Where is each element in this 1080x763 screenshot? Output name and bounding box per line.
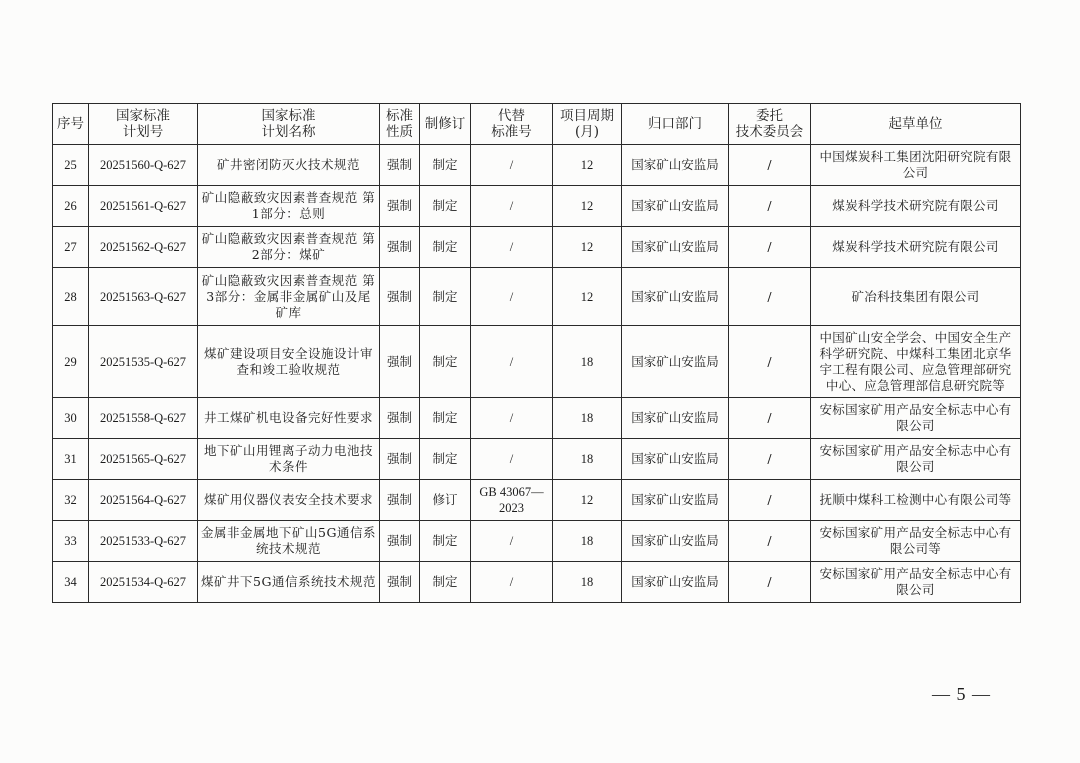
page-number: — 5 — [932,684,991,704]
cell-dept: 国家矿山安监局 [622,227,729,268]
cell-revise: 制定 [420,398,471,439]
cell-committee: / [729,439,811,480]
cell-seq: 30 [53,398,89,439]
cell-revise: 制定 [420,186,471,227]
cell-drafter: 抚顺中煤科工检测中心有限公司等 [811,480,1021,521]
table-row [53,521,1021,562]
cell-dept: 国家矿山安监局 [622,480,729,521]
cell-seq: 26 [53,186,89,227]
cell-seq: 28 [53,268,89,326]
cell-seq: 25 [53,145,89,186]
cell-cycle: 12 [553,268,622,326]
cell-drafter: 中国矿山安全学会、中国安全生产科学研究院、中煤科工集团北京华宇工程有限公司、应急管理部研究中心、应急管理部信息研究院等 [811,326,1021,398]
cell-revise: 修订 [420,480,471,521]
cell-cycle: 12 [553,227,622,268]
cell-replace: / [471,439,553,480]
cell-seq: 33 [53,521,89,562]
cell-committee: / [729,562,811,603]
cell-cycle: 18 [553,439,622,480]
cell-nature: 强制 [380,268,420,326]
cell-nature: 强制 [380,398,420,439]
cell-seq: 32 [53,480,89,521]
cell-dept: 国家矿山安监局 [622,145,729,186]
cell-nature: 强制 [380,480,420,521]
cell-drafter: 矿冶科技集团有限公司 [811,268,1021,326]
table-row [53,186,1021,227]
cell-drafter: 安标国家矿用产品安全标志中心有限公司 [811,562,1021,603]
cell-committee: / [729,268,811,326]
table-row [53,227,1021,268]
cell-dept: 国家矿山安监局 [622,521,729,562]
cell-replace: / [471,326,553,398]
header-nature: 标准 性质 [380,104,420,145]
cell-cycle: 12 [553,480,622,521]
cell-cycle: 18 [553,398,622,439]
header-plan-no: 国家标准 计划号 [89,104,198,145]
cell-replace: / [471,521,553,562]
cell-drafter: 安标国家矿用产品安全标志中心有限公司 [811,439,1021,480]
header-cycle: 项目周期 (月) [553,104,622,145]
table-header [53,104,1021,145]
cell-plan-no: 20251535-Q-627 [89,326,198,398]
cell-name: 矿山隐蔽致灾因素普查规范 第1部分：总则 [198,186,380,227]
cell-revise: 制定 [420,521,471,562]
cell-revise: 制定 [420,439,471,480]
cell-cycle: 12 [553,145,622,186]
cell-name: 金属非金属地下矿山5G通信系统技术规范 [198,521,380,562]
cell-name: 矿山隐蔽致灾因素普查规范 第2部分：煤矿 [198,227,380,268]
cell-plan-no: 20251534-Q-627 [89,562,198,603]
cell-drafter: 煤炭科学技术研究院有限公司 [811,186,1021,227]
cell-revise: 制定 [420,145,471,186]
cell-seq: 27 [53,227,89,268]
cell-cycle: 18 [553,562,622,603]
header-drafter: 起草单位 [811,104,1021,145]
cell-committee: / [729,480,811,521]
cell-committee: / [729,145,811,186]
cell-nature: 强制 [380,521,420,562]
cell-replace: / [471,268,553,326]
cell-drafter: 中国煤炭科工集团沈阳研究院有限公司 [811,145,1021,186]
cell-dept: 国家矿山安监局 [622,186,729,227]
cell-committee: / [729,326,811,398]
cell-seq: 34 [53,562,89,603]
table-row [53,268,1021,326]
cell-plan-no: 20251562-Q-627 [89,227,198,268]
cell-name: 煤矿井下5G通信系统技术规范 [198,562,380,603]
cell-dept: 国家矿山安监局 [622,326,729,398]
cell-plan-no: 20251533-Q-627 [89,521,198,562]
cell-drafter: 煤炭科学技术研究院有限公司 [811,227,1021,268]
cell-revise: 制定 [420,268,471,326]
cell-committee: / [729,227,811,268]
cell-dept: 国家矿山安监局 [622,562,729,603]
cell-dept: 国家矿山安监局 [622,439,729,480]
cell-plan-no: 20251560-Q-627 [89,145,198,186]
cell-name: 煤矿建设项目安全设施设计审查和竣工验收规范 [198,326,380,398]
table-row [53,439,1021,480]
standards-plan-table [52,103,1021,603]
cell-plan-no: 20251558-Q-627 [89,398,198,439]
cell-cycle: 18 [553,521,622,562]
cell-cycle: 12 [553,186,622,227]
cell-plan-no: 20251565-Q-627 [89,439,198,480]
cell-name: 井工煤矿机电设备完好性要求 [198,398,380,439]
header-committee: 委托 技术委员会 [729,104,811,145]
cell-name: 矿山隐蔽致灾因素普查规范 第3部分：金属非金属矿山及尾矿库 [198,268,380,326]
table-body [53,145,1021,603]
cell-revise: 制定 [420,326,471,398]
cell-nature: 强制 [380,439,420,480]
cell-committee: / [729,398,811,439]
cell-revise: 制定 [420,227,471,268]
header-name: 国家标准 计划名称 [198,104,380,145]
cell-nature: 强制 [380,186,420,227]
cell-replace: / [471,562,553,603]
cell-replace: / [471,227,553,268]
header-replace: 代替 标准号 [471,104,553,145]
cell-plan-no: 20251563-Q-627 [89,268,198,326]
cell-dept: 国家矿山安监局 [622,268,729,326]
cell-nature: 强制 [380,227,420,268]
cell-seq: 31 [53,439,89,480]
cell-replace: / [471,145,553,186]
cell-name: 地下矿山用锂离子动力电池技术条件 [198,439,380,480]
header-dept: 归口部门 [622,104,729,145]
cell-drafter: 安标国家矿用产品安全标志中心有限公司等 [811,521,1021,562]
table-row [53,326,1021,398]
cell-committee: / [729,186,811,227]
cell-cycle: 18 [553,326,622,398]
table-row [53,562,1021,603]
cell-committee: / [729,521,811,562]
cell-dept: 国家矿山安监局 [622,398,729,439]
cell-replace: GB 43067—2023 [471,480,553,521]
cell-nature: 强制 [380,326,420,398]
cell-replace: / [471,186,553,227]
table-row [53,398,1021,439]
cell-revise: 制定 [420,562,471,603]
header-revise: 制修订 [420,104,471,145]
cell-name: 煤矿用仪器仪表安全技术要求 [198,480,380,521]
table-row [53,480,1021,521]
cell-nature: 强制 [380,562,420,603]
cell-seq: 29 [53,326,89,398]
cell-name: 矿井密闭防灭火技术规范 [198,145,380,186]
header-row [53,104,1021,145]
cell-drafter: 安标国家矿用产品安全标志中心有限公司 [811,398,1021,439]
cell-plan-no: 20251561-Q-627 [89,186,198,227]
table-row [53,145,1021,186]
cell-plan-no: 20251564-Q-627 [89,480,198,521]
header-seq: 序号 [53,104,89,145]
cell-replace: / [471,398,553,439]
cell-nature: 强制 [380,145,420,186]
